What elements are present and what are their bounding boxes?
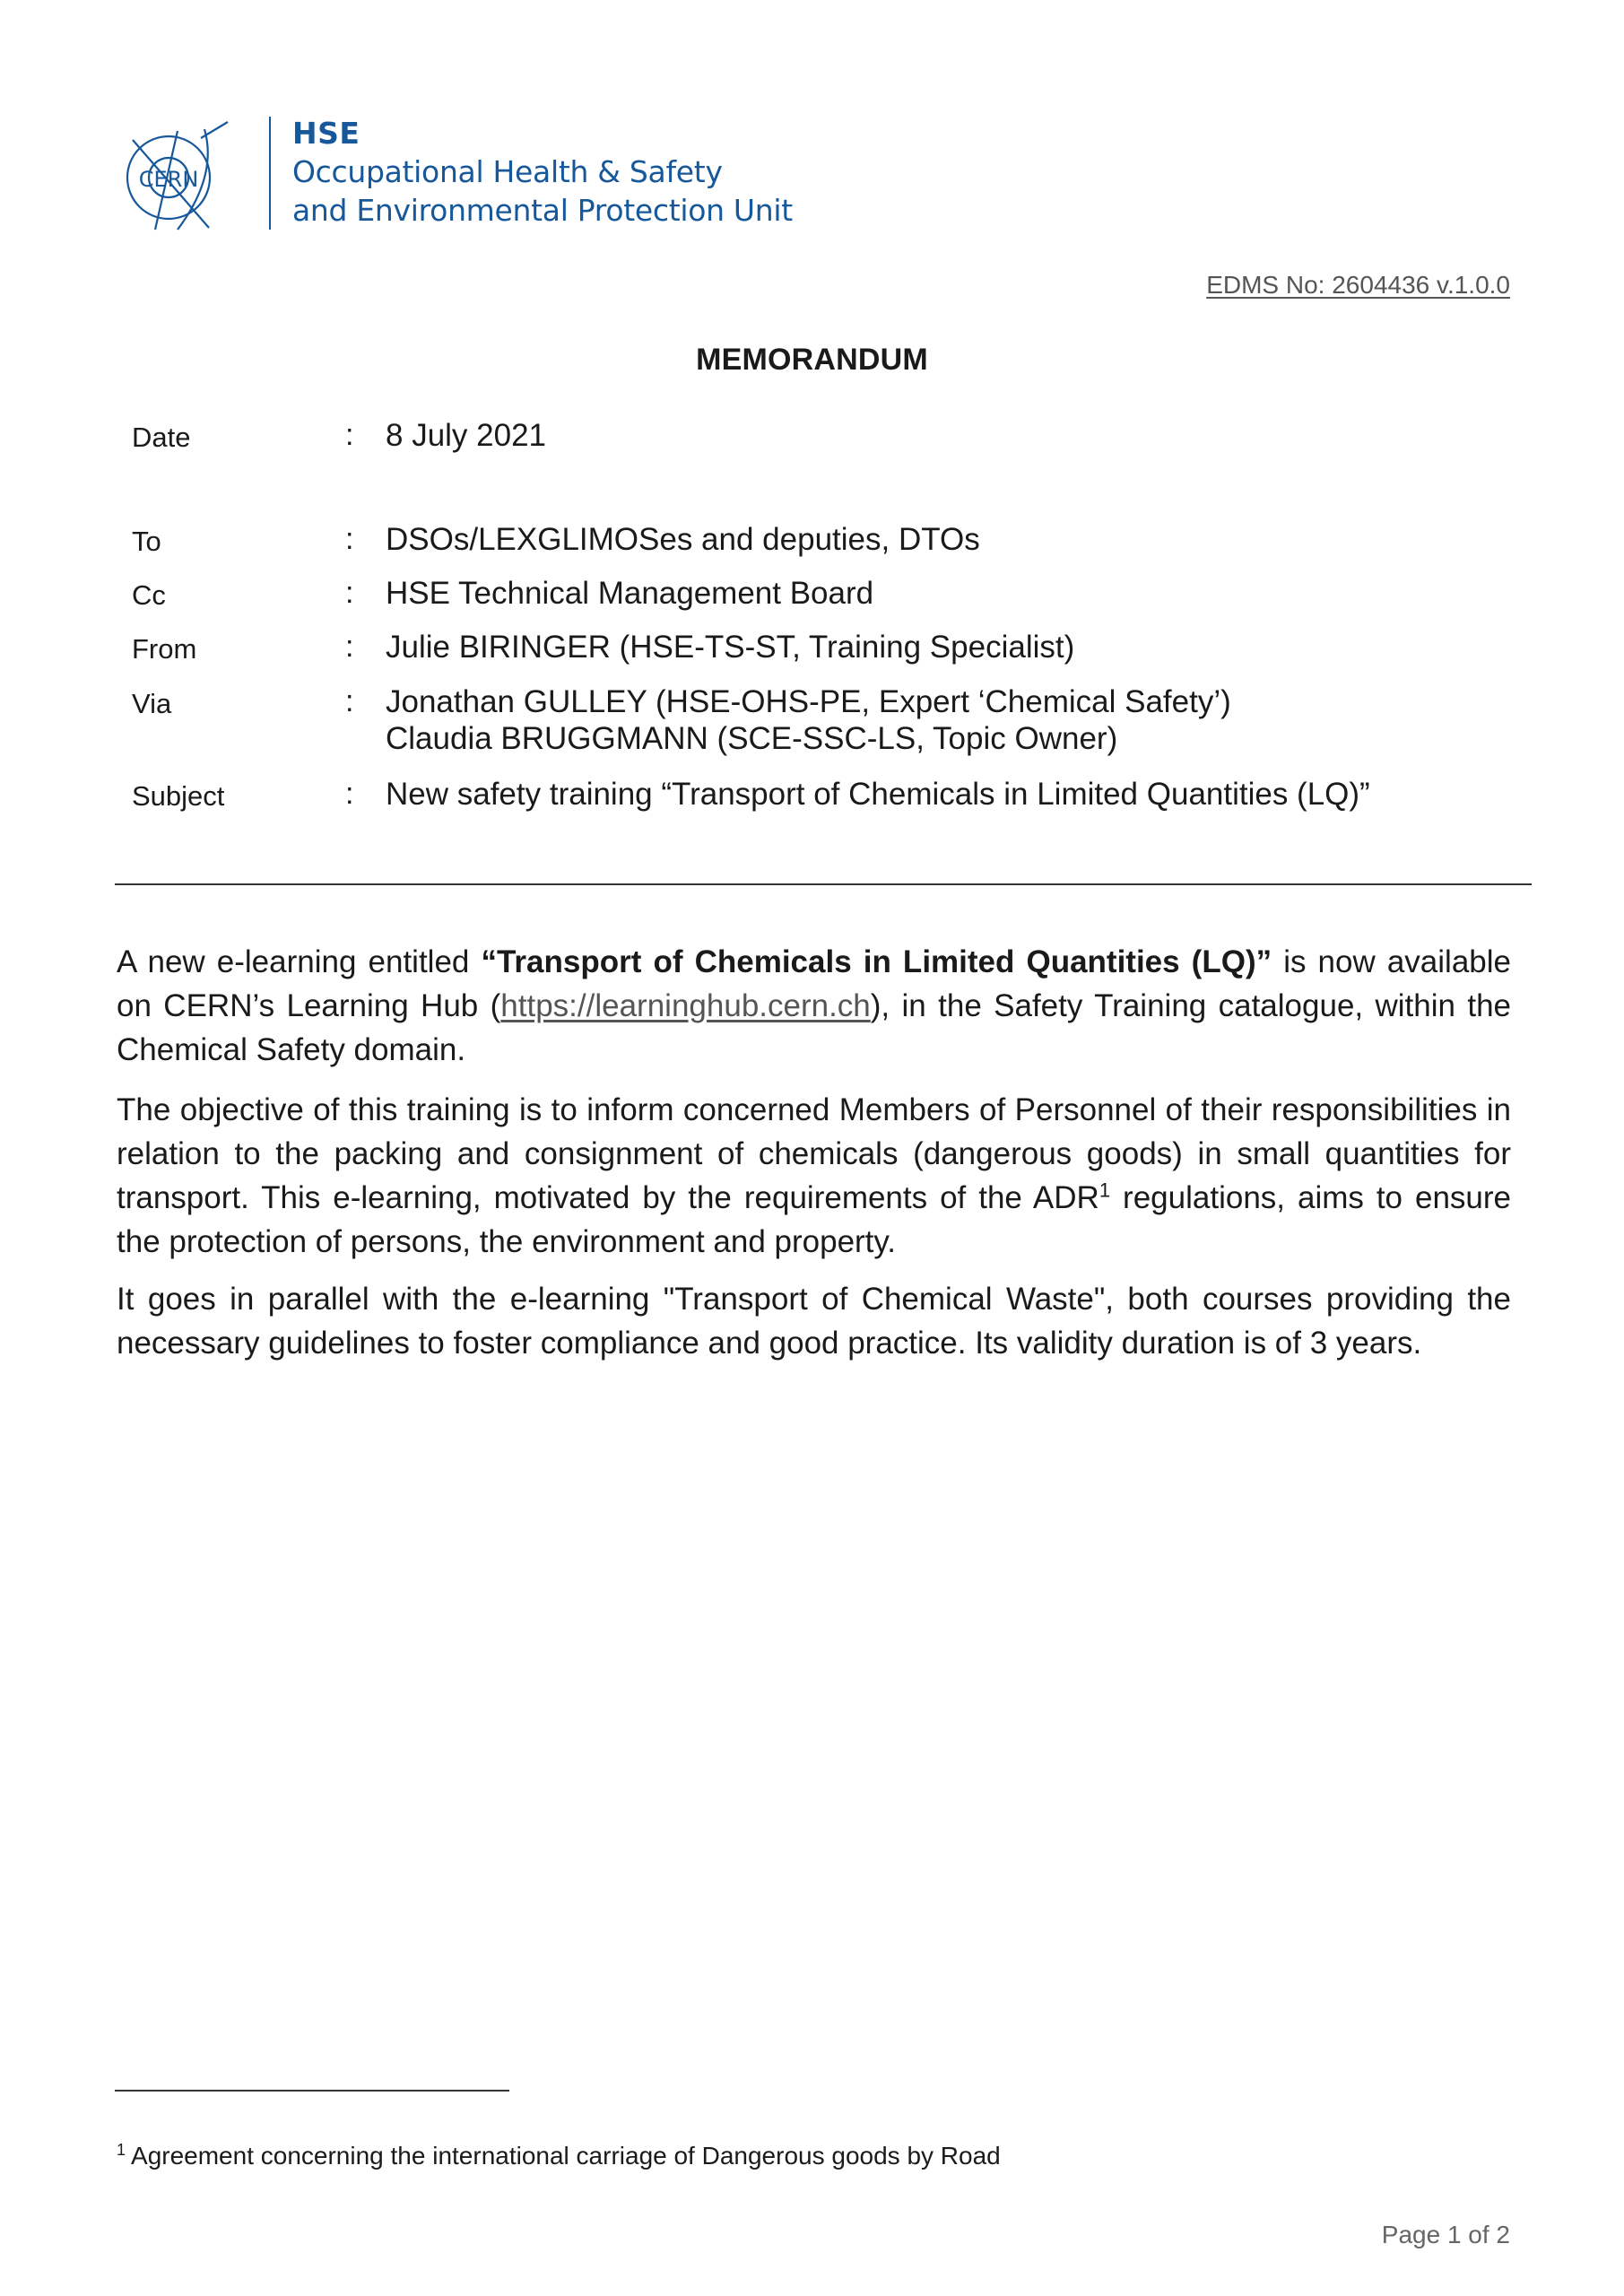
field-label: Cc bbox=[132, 579, 166, 611]
document-title: MEMORANDUM bbox=[696, 343, 928, 377]
field-via-continued bbox=[0, 721, 1624, 757]
footnote-divider bbox=[115, 2090, 509, 2092]
cern-logo bbox=[115, 113, 240, 239]
page-number: Page 1 of 2 bbox=[1381, 2221, 1510, 2248]
p1-end: ), in the Safety Training catalogue, within the Chemical Safety domain. bbox=[117, 988, 1511, 1067]
field-to bbox=[0, 522, 1624, 558]
field-colon: : bbox=[345, 684, 354, 718]
field-label: Date bbox=[132, 422, 191, 453]
unit-code: HSE bbox=[292, 116, 360, 151]
field-subject bbox=[0, 777, 1624, 813]
p1-intro: A new e-learning entitled bbox=[117, 944, 482, 979]
cern-logo-icon bbox=[115, 113, 240, 239]
field-value: Julie BIRINGER (HSE-TS-ST, Training Specialist) bbox=[386, 630, 1075, 665]
paragraph-2 bbox=[117, 1088, 1511, 1264]
logo-text: CERN bbox=[138, 167, 199, 192]
p1-middle: is now available on CERN’s Learning Hub ( bbox=[117, 944, 1511, 1023]
field-label: Subject bbox=[132, 780, 225, 812]
footnote-marker: 1 bbox=[117, 2140, 126, 2159]
field-date bbox=[0, 418, 1624, 454]
p2-text: The objective of this training is to inform concerned Members of Personnel of their responsibilities in relation to the packing and consignment of chemicals (dangerous goods) in small quantities for transport. This e-learning, motivated by the requirements of the ADR bbox=[117, 1092, 1511, 1215]
field-colon: : bbox=[345, 630, 354, 664]
edms-reference[interactable]: EDMS No: 2604436 v.1.0.0 bbox=[1206, 271, 1510, 299]
footnote-reference[interactable]: 1 bbox=[1099, 1178, 1111, 1202]
footnote-text: Agreement concerning the international carriage of Dangerous goods by Road bbox=[131, 2142, 1001, 2170]
field-value: DSOs/LEXGLIMOSes and deputies, DTOs bbox=[386, 522, 980, 557]
brand-divider bbox=[269, 117, 271, 230]
field-from bbox=[0, 630, 1624, 665]
field-label: To bbox=[132, 526, 161, 557]
field-cc bbox=[0, 576, 1624, 612]
unit-name-line2: and Environmental Protection Unit bbox=[292, 193, 793, 228]
learning-hub-link[interactable]: https://learninghub.cern.ch bbox=[500, 988, 871, 1023]
field-label: Via bbox=[132, 688, 172, 719]
paragraph-3: It goes in parallel with the e-learning "Transport of Chemical Waste", both courses providing the necessary guidelines to foster compliance and good practice. Its validity duration is of 3 years. bbox=[117, 1282, 1511, 1361]
course-title: “Transport of Chemicals in Limited Quantities (LQ)” bbox=[481, 944, 1272, 979]
p2-text-end: regulations, aims to ensure the protection of persons, the environment and property. bbox=[117, 1180, 1512, 1259]
paragraph-1 bbox=[117, 940, 1511, 1072]
field-value: New safety training “Transport of Chemicals in Limited Quantities (LQ)” bbox=[386, 777, 1370, 812]
field-via bbox=[0, 684, 1624, 720]
field-colon: : bbox=[345, 522, 354, 556]
field-value: 8 July 2021 bbox=[386, 418, 547, 453]
field-value: HSE Technical Management Board bbox=[386, 576, 874, 611]
field-colon: : bbox=[345, 777, 354, 811]
field-value: Jonathan GULLEY (HSE-OHS-PE, Expert ‘Chemical Safety’) bbox=[386, 684, 1231, 719]
field-label: From bbox=[132, 633, 197, 665]
field-colon: : bbox=[345, 576, 354, 610]
unit-name-line1: Occupational Health & Safety bbox=[292, 154, 723, 189]
footnote bbox=[117, 2142, 1001, 2170]
unit-branding bbox=[292, 115, 793, 230]
header-divider bbox=[115, 883, 1532, 885]
field-colon: : bbox=[345, 418, 354, 452]
field-value: Claudia BRUGGMANN (SCE-SSC-LS, Topic Owner) bbox=[386, 721, 1118, 756]
